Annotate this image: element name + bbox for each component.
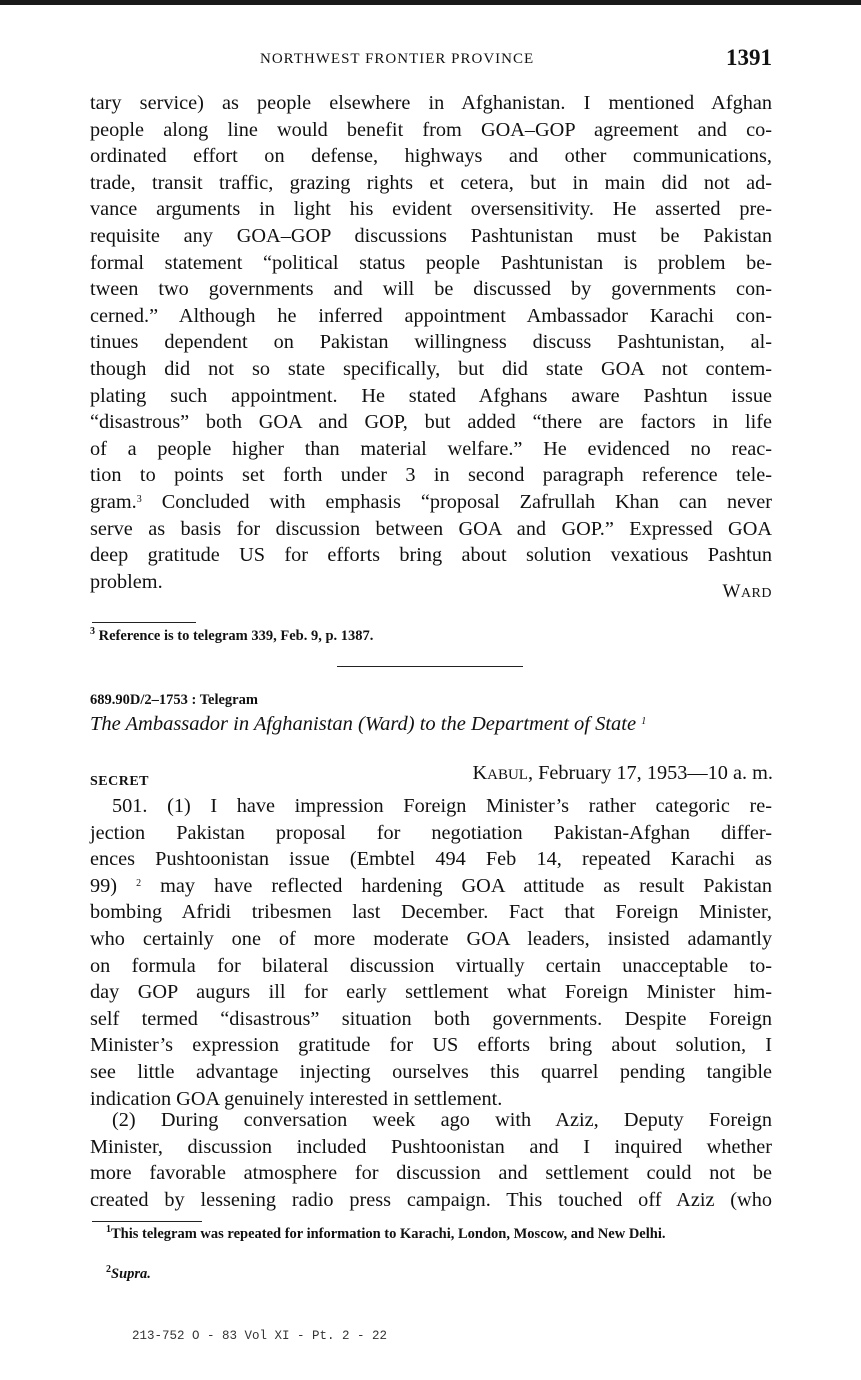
text-line: plating such appointment. He stated Afghans aware Pashtun issue: [90, 384, 772, 407]
text-line: ordinated effort on defense, highways and other communications,: [90, 145, 772, 168]
line-start: gram.: [90, 490, 137, 513]
text-line: more favorable atmosphere for discussion and settlement could not be: [90, 1162, 772, 1185]
text-line: tary service) as people elsewhere in Afghanistan. I mentioned Afghan: [90, 92, 772, 114]
classification: SECRET: [90, 774, 150, 789]
document-reference: 689.90D/2–1753 : Telegram: [90, 692, 258, 708]
text-line: though did not so state specifically, but did state GOA not contem-: [90, 357, 772, 380]
text-line: tween two governments and will be discussed by governments con-: [90, 278, 772, 301]
paragraph-2: [90, 1107, 772, 1213]
section-divider: [337, 666, 523, 667]
text-line: vance arguments in light his evident oversensitivity. He asserted pre-: [90, 198, 772, 221]
text-line: (2) During conversation week ago with Aziz, Deputy Foreign: [112, 1109, 772, 1131]
text-line: [90, 489, 772, 516]
footnote-marker: 3: [136, 493, 142, 505]
document-heading: The Ambassador in Afghanistan (Ward) to the Department of State $^1$: [90, 713, 647, 735]
running-head: [90, 45, 772, 72]
text-line: requisite any GOA–GOP discussions Pashtunistan must be Pakistan: [90, 224, 772, 247]
footnote-marker: 2: [136, 877, 142, 889]
text-line: bombing Afridi tribesmen last December. Fact that Foreign Minister,: [90, 901, 772, 924]
signature: WARD: [722, 581, 772, 602]
continued-paragraph: [90, 90, 772, 595]
text-line: [90, 873, 772, 900]
footnote-rule: [92, 1221, 202, 1222]
line-start: 99): [90, 874, 118, 897]
line-rest: Concluded with emphasis “proposal Zafrullah Khan can never: [161, 490, 772, 513]
footnote: [90, 1226, 780, 1242]
footnote-text: Reference is to telegram 339, Feb. 9, p. 1387.: [98, 628, 374, 644]
printer-imprint: 213-752 O - 83 Vol XI - Pt. 2 - 22: [132, 1329, 388, 1343]
text-line: deep gratitude US for efforts bring about solution vexatious Pashtun: [90, 544, 772, 567]
text-line: who certainly one of more moderate GOA leaders, insisted adamantly: [90, 927, 772, 950]
text-line: self termed “disastrous” situation both governments. Despite Foreign: [90, 1007, 772, 1030]
text-line: 501. (1) I have impression Foreign Minister’s rather categoric re-: [112, 795, 772, 817]
text-line: on formula for bilateral discussion virtually certain unacceptable to-: [90, 954, 772, 977]
footnote-marker: 3: [90, 626, 95, 637]
footnote-marker: 1: [641, 716, 647, 727]
text-line: trade, transit traffic, grazing rights et cetera, but in main did not ad-: [90, 171, 772, 194]
footnote-text: This telegram was repeated for information to Karachi, London, Moscow, and New Delhi.: [111, 1226, 666, 1242]
text-line: tinues dependent on Pakistan willingness discuss Pashtunistan, al-: [90, 331, 772, 354]
page-number: 1391: [726, 45, 772, 70]
footnote-marker: 1: [106, 1224, 111, 1235]
dateline: KABUL, February 17, 1953—10 a. m.: [472, 762, 773, 784]
footnote: [106, 1266, 796, 1282]
text-line: problem.: [90, 570, 163, 593]
text-line: ences Pushtoonistan issue (Embtel 494 Feb 14, repeated Karachi as: [90, 848, 772, 871]
footnote-text: Supra.: [111, 1266, 151, 1282]
text-line: Minister’s expression gratitude for US efforts bring about solution, I: [90, 1034, 772, 1057]
text-line: “disastrous” both GOA and GOP, but added “there are factors in life: [90, 411, 772, 434]
text-line: see little advantage injecting ourselves this quarrel pending tangible: [90, 1060, 772, 1083]
text-line: people along line would benefit from GOA–GOP agreement and co-: [90, 118, 772, 141]
text-line: Minister, discussion included Pushtoonistan and I inquired whether: [90, 1135, 772, 1158]
footnote-rule: [92, 622, 196, 623]
footnote-marker: 2: [106, 1264, 111, 1275]
running-title: NORTHWEST FRONTIER PROVINCE: [260, 51, 535, 67]
text-line: indication GOA genuinely interested in settlement.: [90, 1087, 503, 1110]
text-line: day GOP augurs ill for early settlement what Foreign Minister him-: [90, 981, 772, 1004]
text-line: jection Pakistan proposal for negotiation Pakistan-Afghan differ-: [90, 821, 772, 844]
text-line: serve as basis for discussion between GOA and GOP.” Expressed GOA: [90, 517, 772, 540]
text-line: tion to points set forth under 3 in second paragraph reference tele-: [90, 464, 772, 487]
text-line: created by lessening radio press campaign. This touched off Aziz (who: [90, 1188, 772, 1211]
text-line: of a people higher than material welfare.” He evidenced no reac-: [90, 437, 772, 460]
paragraph-1: [90, 793, 772, 1112]
text-line: formal statement “political status people Pashtunistan is problem be-: [90, 251, 772, 274]
text-line: cerned.” Although he inferred appointment Ambassador Karachi con-: [90, 304, 772, 327]
line-rest: may have reflected hardening GOA attitude as result Pakistan: [160, 874, 772, 897]
page-top-border: [0, 0, 861, 5]
footnote: [90, 628, 780, 644]
